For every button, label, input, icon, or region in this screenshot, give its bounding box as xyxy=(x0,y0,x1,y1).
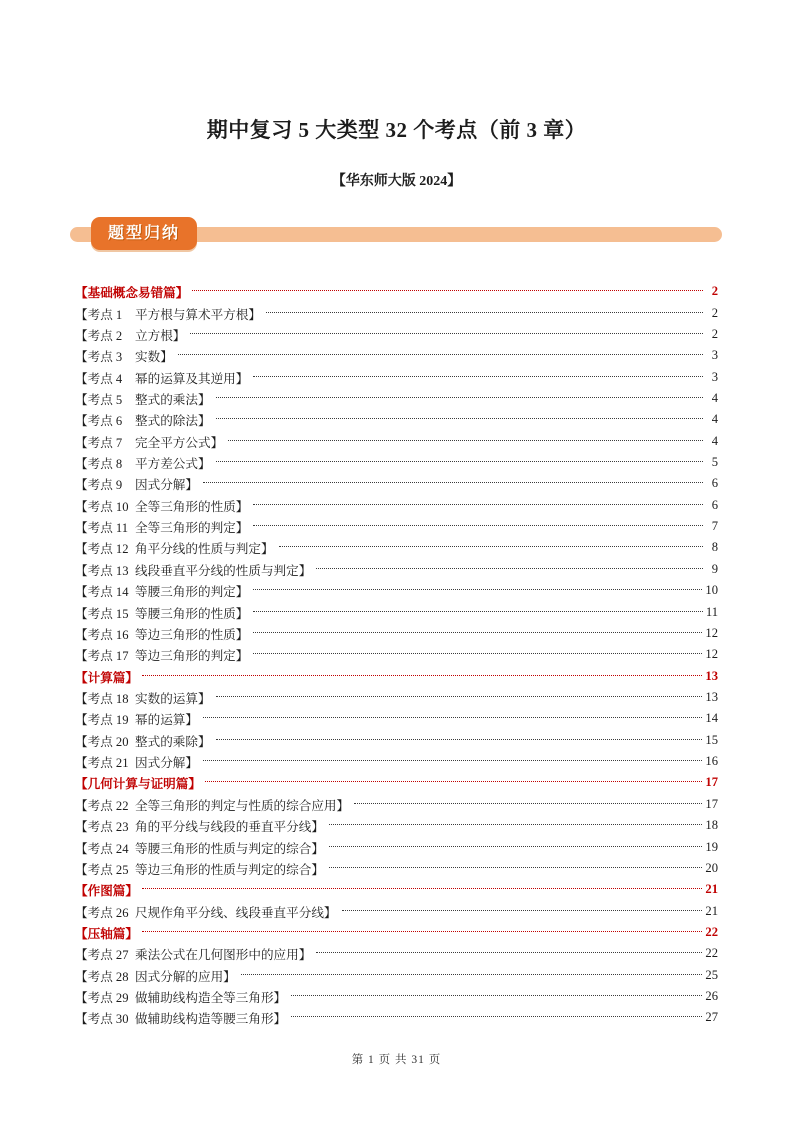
toc-page-number: 13 xyxy=(705,668,718,683)
toc-entry-prefix: 【考点 12 xyxy=(75,542,129,557)
toc-entry-prefix: 【考点 17 xyxy=(75,649,129,664)
page-title: 期中复习 5 大类型 32 个考点（前 3 章） xyxy=(206,118,587,142)
toc-entry-prefix: 【考点 21 xyxy=(75,756,129,771)
toc-entry-title: 做辅助线构造全等三角形】 xyxy=(135,991,287,1006)
toc-entry-prefix: 【考点 29 xyxy=(75,991,129,1006)
toc-page-number: 13 xyxy=(705,690,718,704)
toc-entry-title: 整式的除法】 xyxy=(135,414,211,429)
toc-item-row xyxy=(75,708,718,729)
toc-page-number: 2 xyxy=(711,326,718,341)
toc-page-number: 2 xyxy=(711,305,718,320)
toc-entry-prefix: 【考点 19 xyxy=(75,713,129,728)
toc-page-number: 10 xyxy=(705,583,718,598)
toc-entry-title: 全等三角形的判定】 xyxy=(135,521,249,536)
toc-dot-leader xyxy=(279,545,703,547)
toc-page-number: 7 xyxy=(711,519,718,534)
toc-item-row xyxy=(75,965,718,986)
toc-dot-leader xyxy=(205,780,702,782)
toc-page-number: 6 xyxy=(711,476,718,491)
toc-entry-prefix: 【考点 4 xyxy=(75,371,123,386)
toc-entry-title: 实数】 xyxy=(135,350,173,365)
toc-page-number: 11 xyxy=(705,604,718,619)
toc-item-row xyxy=(75,900,718,921)
toc-entry-prefix: 【考点 15 xyxy=(75,606,129,621)
toc-page-number: 12 xyxy=(705,625,718,640)
toc-entry-prefix: 【考点 24 xyxy=(75,841,129,856)
toc-entry-prefix: 【考点 2 xyxy=(75,328,123,343)
toc-dot-leader xyxy=(192,289,703,291)
toc-page-number: 14 xyxy=(705,711,718,726)
toc-entry-prefix: 【考点 9 xyxy=(75,478,123,493)
toc-entry-prefix: 【考点 5 xyxy=(75,392,123,407)
toc-entry-prefix: 【考点 18 xyxy=(75,692,129,706)
toc-dot-leader xyxy=(253,631,702,633)
toc-page-number: 3 xyxy=(711,369,718,384)
toc-entry-title: 等边三角形的性质】 xyxy=(135,627,249,642)
toc-entry-title: 平方差公式】 xyxy=(135,457,211,472)
toc-entry-prefix: 【考点 6 xyxy=(75,414,123,429)
toc-item-row xyxy=(75,409,718,430)
toc-page-number: 19 xyxy=(705,839,718,854)
toc-dot-leader xyxy=(203,716,702,718)
toc-section-row xyxy=(75,281,718,302)
toc-page-number: 18 xyxy=(705,818,718,833)
toc-dot-leader xyxy=(354,802,702,804)
toc-dot-leader xyxy=(142,674,702,676)
toc-dot-leader xyxy=(253,588,702,590)
toc-entry-title: 因式分解】 xyxy=(135,756,198,771)
toc-entry-prefix: 【考点 27 xyxy=(75,948,129,963)
toc xyxy=(75,281,718,1029)
toc-page-number: 6 xyxy=(711,497,718,512)
toc-entry-title: 整式的乘法】 xyxy=(135,392,211,407)
toc-dot-leader xyxy=(291,994,702,996)
toc-entry-prefix: 【考点 25 xyxy=(75,862,129,877)
toc-entry-title: 等边三角形的性质与判定的综合】 xyxy=(135,862,324,877)
toc-dot-leader xyxy=(291,1015,702,1017)
toc-entry-title: 等腰三角形的性质】 xyxy=(135,606,249,621)
toc-dot-leader xyxy=(228,439,703,441)
toc-dot-leader xyxy=(253,503,703,505)
toc-dot-leader xyxy=(253,652,702,654)
toc-dot-leader xyxy=(203,759,702,761)
toc-item-row xyxy=(75,1007,718,1028)
toc-item-row xyxy=(75,751,718,772)
toc-entry-title: 乘法公式在几何图形中的应用】 xyxy=(135,948,312,963)
toc-page-number: 15 xyxy=(705,732,718,747)
toc-entry-title: 整式的乘除】 xyxy=(135,734,211,749)
toc-dot-leader xyxy=(266,311,703,313)
toc-entry-title: 平方根与算术平方根】 xyxy=(135,307,261,322)
toc-page-number: 3 xyxy=(711,348,718,363)
toc-dot-leader xyxy=(316,567,703,569)
toc-entry-title: 尺规作角平分线、线段垂直平分线】 xyxy=(135,905,337,920)
toc-dot-leader xyxy=(216,396,703,398)
toc-item-row xyxy=(75,601,718,622)
toc-dot-leader xyxy=(190,332,703,334)
banner-badge: 题型归纳 xyxy=(91,217,197,250)
toc-page-number: 5 xyxy=(711,455,718,470)
toc-item-row xyxy=(75,858,718,879)
toc-entry-prefix: 【考点 7 xyxy=(75,435,123,450)
toc-dot-leader xyxy=(178,353,703,355)
toc-dot-leader xyxy=(142,887,702,889)
toc-entry-title: 立方根】 xyxy=(135,328,186,343)
toc-page-number: 20 xyxy=(705,860,718,875)
toc-item-row xyxy=(75,794,718,815)
toc-entry-title: 全等三角形的判定与性质的综合应用】 xyxy=(135,798,350,813)
toc-page-number: 25 xyxy=(705,967,718,982)
page-subtitle: 【华东师大版 2024】 xyxy=(331,174,462,189)
toc-entry-title: 全等三角形的性质】 xyxy=(135,499,249,514)
toc-dot-leader xyxy=(342,909,703,911)
toc-item-row xyxy=(75,302,718,323)
toc-page-number: 22 xyxy=(705,946,718,961)
toc-item-row xyxy=(75,452,718,473)
toc-entry-prefix: 【考点 10 xyxy=(75,499,129,514)
toc-dot-leader xyxy=(142,930,702,932)
toc-item-row xyxy=(75,836,718,857)
toc-page-number: 12 xyxy=(705,647,718,662)
toc-entry-prefix: 【考点 28 xyxy=(75,969,129,984)
toc-item-row xyxy=(75,644,718,665)
toc-item-row xyxy=(75,943,718,964)
toc-entry-title: 因式分解的应用】 xyxy=(135,969,236,984)
toc-item-row xyxy=(75,324,718,345)
toc-item-row xyxy=(75,623,718,644)
toc-entry-prefix: 【考点 20 xyxy=(75,734,129,749)
toc-entry-prefix: 【考点 23 xyxy=(75,820,129,835)
toc-item-row xyxy=(75,431,718,452)
toc-dot-leader xyxy=(329,866,703,868)
toc-entry-prefix: 【考点 11 xyxy=(75,521,129,536)
toc-page-number: 21 xyxy=(705,882,718,897)
toc-item-row xyxy=(75,580,718,601)
toc-dot-leader xyxy=(241,973,703,975)
toc-page-number: 21 xyxy=(705,903,718,918)
toc-section-row xyxy=(75,665,718,686)
toc-page-number: 2 xyxy=(711,284,718,299)
toc-item-row xyxy=(75,986,718,1007)
toc-page-number: 4 xyxy=(711,412,718,427)
toc-dot-leader xyxy=(253,610,703,612)
toc-entry-title: 角平分线的性质与判定】 xyxy=(135,542,274,557)
toc-entry-title: 等边三角形的判定】 xyxy=(135,649,249,664)
toc-item-row xyxy=(75,730,718,751)
toc-item-row xyxy=(75,366,718,387)
toc-entry-title: 角的平分线与线段的垂直平分线】 xyxy=(135,820,324,835)
toc-item-row xyxy=(75,687,718,708)
toc-entry-prefix: 【考点 22 xyxy=(75,798,129,813)
toc-page-number: 4 xyxy=(711,433,718,448)
toc-entry-prefix: 【考点 13 xyxy=(75,563,129,578)
toc-entry-title: 【计算篇】 xyxy=(75,670,138,685)
toc-entry-title: 等腰三角形的性质与判定的综合】 xyxy=(135,841,324,856)
toc-entry-title: 幂的运算及其逆用】 xyxy=(135,371,249,386)
toc-entry-title: 等腰三角形的判定】 xyxy=(135,585,249,600)
toc-page-number: 17 xyxy=(705,796,718,811)
toc-item-row xyxy=(75,516,718,537)
toc-entry-title: 线段垂直平分线的性质与判定】 xyxy=(135,563,312,578)
toc-page-number: 16 xyxy=(705,754,718,769)
toc-entry-prefix: 【考点 16 xyxy=(75,627,129,642)
toc-entry-prefix: 【考点 1 xyxy=(75,307,123,322)
toc-page-number: 9 xyxy=(711,561,718,576)
toc-dot-leader xyxy=(216,695,703,697)
toc-dot-leader xyxy=(329,823,703,825)
toc-item-row xyxy=(75,537,718,558)
toc-page-number: 4 xyxy=(711,390,718,405)
toc-dot-leader xyxy=(253,524,703,526)
toc-dot-leader xyxy=(216,417,703,419)
toc-page-number: 22 xyxy=(705,924,718,939)
page-footer: 第 1 页 共 31 页 xyxy=(351,1054,442,1066)
toc-entry-title: 【压轴篇】 xyxy=(75,926,138,941)
toc-entry-title: 【几何计算与证明篇】 xyxy=(75,777,201,792)
toc-item-row xyxy=(75,495,718,516)
toc-dot-leader xyxy=(216,738,703,740)
toc-page-number: 8 xyxy=(711,540,718,555)
toc-page-number: 26 xyxy=(705,989,718,1004)
toc-dot-leader xyxy=(253,375,703,377)
toc-dot-leader xyxy=(216,460,703,462)
toc-dot-leader xyxy=(203,481,703,483)
toc-entry-title: 【作图篇】 xyxy=(75,884,138,899)
toc-entry-prefix: 【考点 30 xyxy=(75,1012,129,1027)
toc-section-row xyxy=(75,879,718,900)
toc-entry-title: 实数的运算】 xyxy=(135,692,211,706)
toc-item-row xyxy=(75,388,718,409)
toc-item-row xyxy=(75,473,718,494)
toc-entry-title: 因式分解】 xyxy=(135,478,198,493)
toc-section-row xyxy=(75,772,718,793)
toc-item-row xyxy=(75,559,718,580)
toc-entry-prefix: 【考点 14 xyxy=(75,585,129,600)
toc-item-row xyxy=(75,345,718,366)
toc-section-row xyxy=(75,922,718,943)
toc-dot-leader xyxy=(329,845,703,847)
toc-dot-leader xyxy=(316,951,702,953)
toc-entry-title: 幂的运算】 xyxy=(135,713,198,728)
toc-item-row xyxy=(75,815,718,836)
toc-entry-title: 完全平方公式】 xyxy=(135,435,224,450)
section-banner xyxy=(70,216,722,254)
toc-page-number: 27 xyxy=(705,1010,718,1025)
toc-entry-prefix: 【考点 8 xyxy=(75,457,123,472)
toc-entry-title: 做辅助线构造等腰三角形】 xyxy=(135,1012,287,1027)
toc-entry-prefix: 【考点 26 xyxy=(75,905,129,920)
toc-entry-title: 【基础概念易错篇】 xyxy=(75,286,189,301)
toc-page-number: 17 xyxy=(705,775,718,790)
toc-entry-prefix: 【考点 3 xyxy=(75,350,123,365)
